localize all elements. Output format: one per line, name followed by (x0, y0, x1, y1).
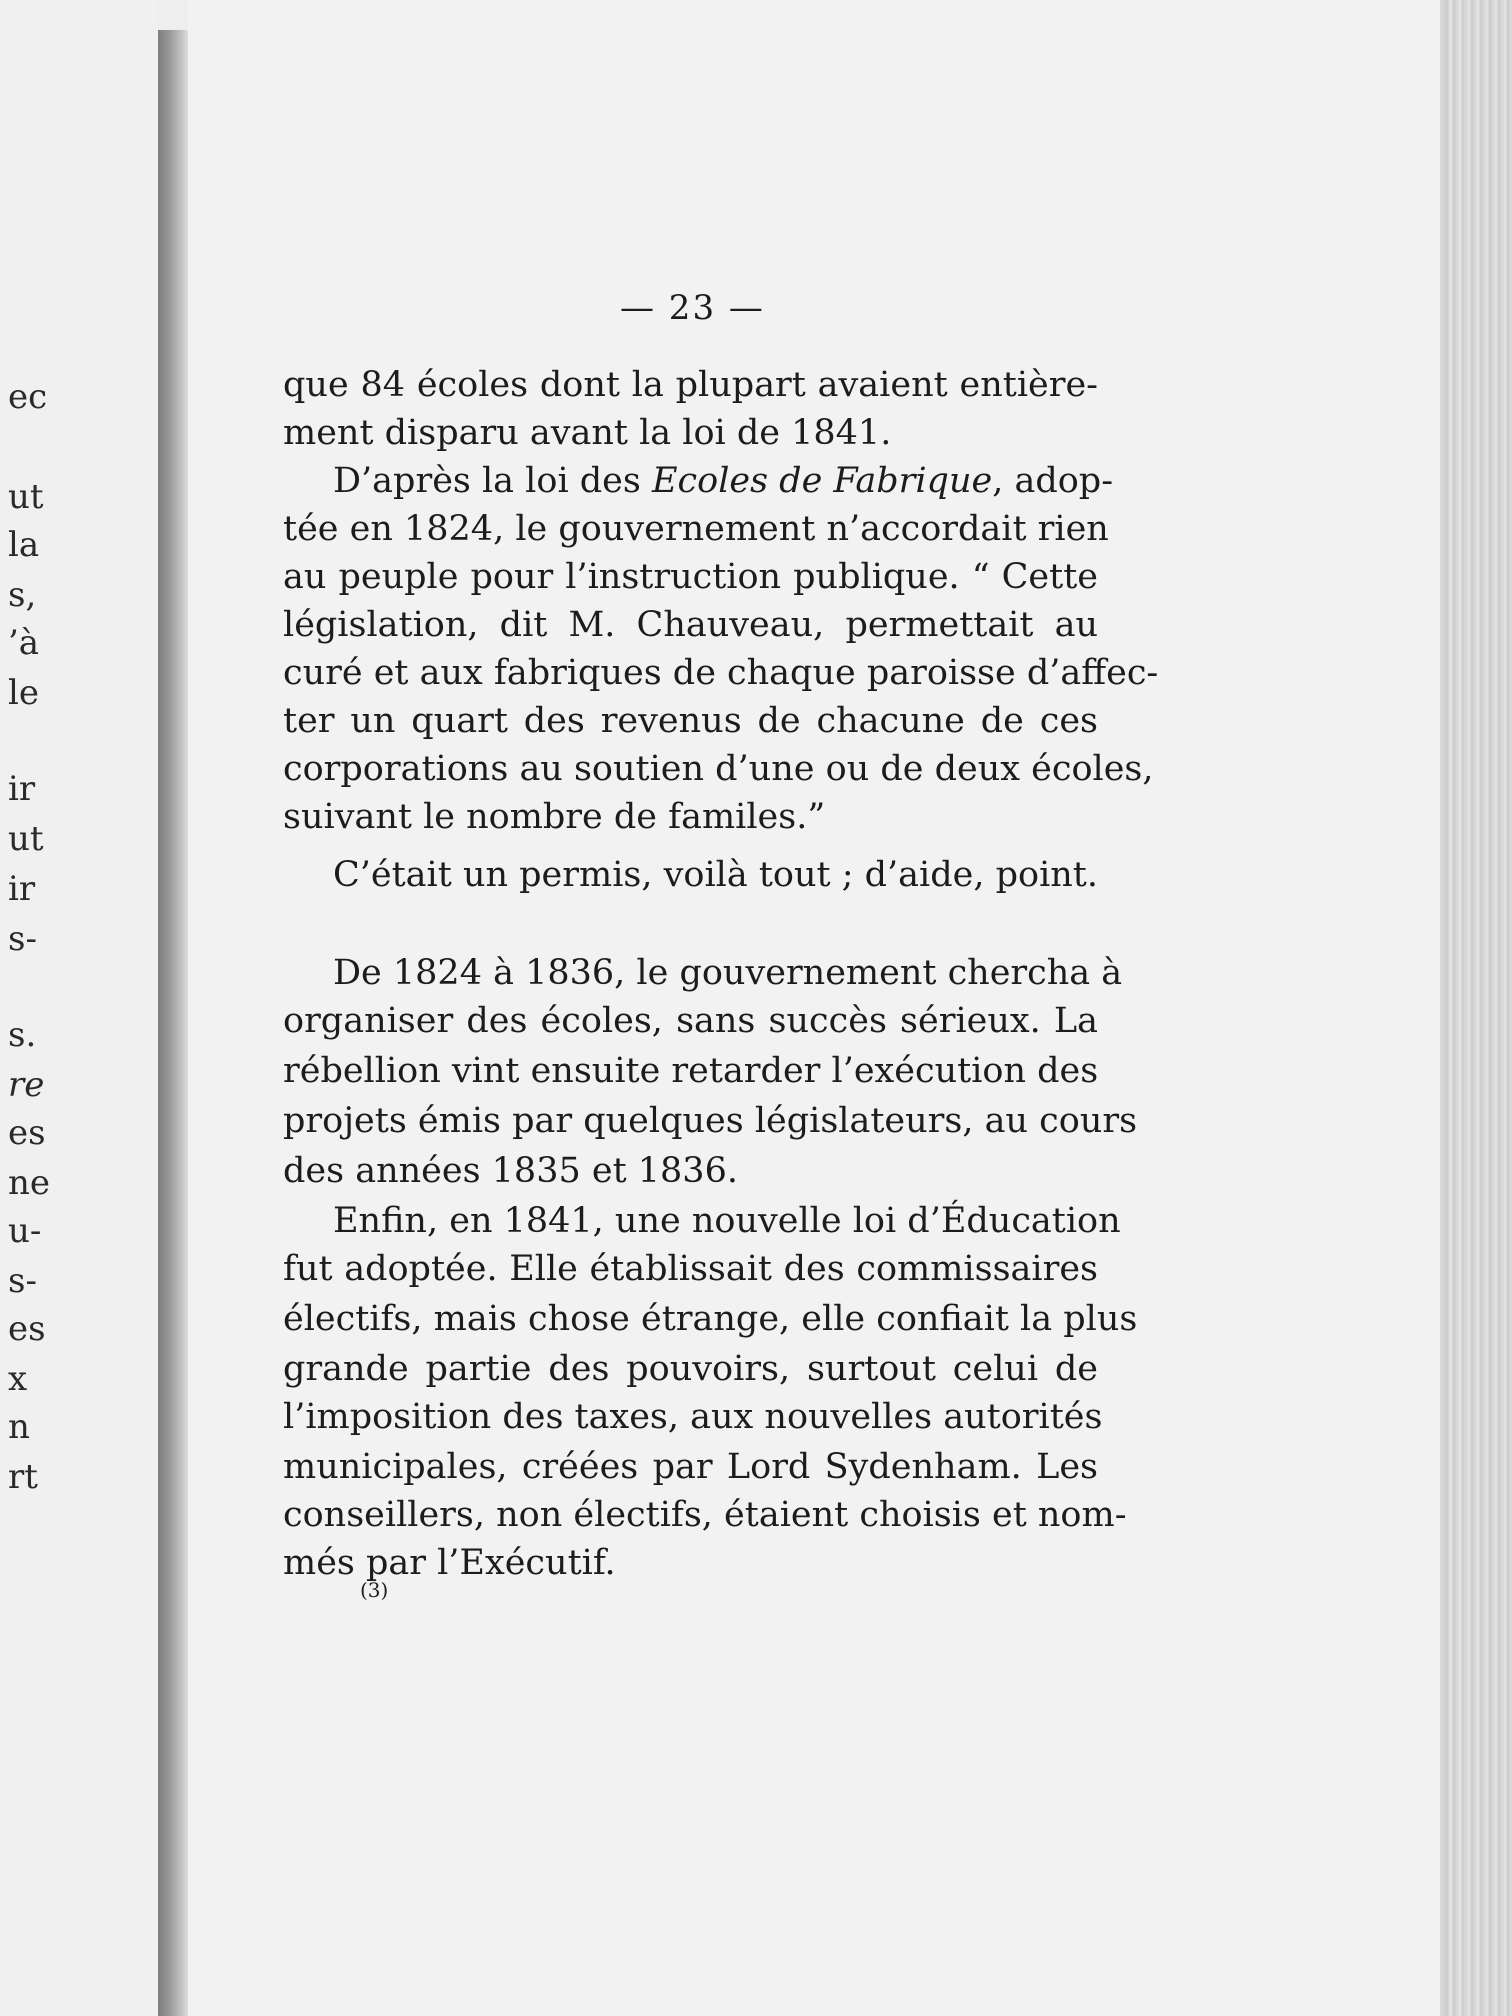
text-line: l’imposition des taxes, aux nouvelles autorités (283, 1397, 1103, 1437)
text-line: corporations au soutien d’une ou de deux écoles, (283, 749, 1154, 789)
left-fragment: la (8, 525, 40, 565)
page-number: — 23 — (620, 288, 765, 328)
text-line: fut adoptée. Elle établissait des commissaires (283, 1249, 1098, 1289)
left-fragment: ir (8, 869, 36, 909)
left-fragment: ir (8, 769, 36, 809)
left-fragment: n (8, 1407, 30, 1447)
left-fragment: x (8, 1359, 28, 1399)
text-line: conseillers, non électifs, étaient choisis et nom- (283, 1495, 1127, 1535)
page-stack-edge (1448, 0, 1512, 2016)
left-fragment: s- (8, 919, 37, 959)
text-line: Enfin, en 1841, une nouvelle loi d’Éducation (333, 1201, 1121, 1241)
text-line: municipales, créées par Lord Sydenham. Les (283, 1447, 1098, 1487)
left-fragment: rt (8, 1457, 38, 1497)
text-line: que 84 écoles dont la plupart avaient entière- (283, 365, 1098, 405)
text-line: curé et aux fabriques de chaque paroisse d’affec- (283, 653, 1159, 693)
left-fragment: s, (8, 575, 37, 615)
italic-title: Ecoles de Fabrique (651, 461, 993, 501)
text-line: projets émis par quelques législateurs, au cours (283, 1101, 1138, 1141)
text-line: rébellion vint ensuite retarder l’exécution des (283, 1051, 1099, 1091)
text-line: ter un quart des revenus de chacune de ces (283, 701, 1098, 741)
text-line: C’était un permis, voilà tout ; d’aide, point. (333, 855, 1098, 895)
left-fragment: le (8, 673, 39, 713)
text-line: ment disparu avant la loi de 1841. (283, 413, 892, 453)
left-page (0, 0, 158, 2016)
text-line: des années 1835 et 1836. (283, 1151, 738, 1191)
left-fragment: es (8, 1309, 46, 1349)
text-line: grande partie des pouvoirs, surtout celui de (283, 1349, 1098, 1389)
left-fragment: s. (8, 1015, 37, 1055)
text-line-end: , adop- (992, 461, 1114, 501)
text-line: tée en 1824, le gouvernement n’accordait rien (283, 509, 1109, 549)
left-fragment: ne (8, 1163, 51, 1203)
text-line: législation, dit M. Chauveau, permettait au (283, 605, 1098, 645)
text-line (333, 461, 1114, 501)
text-line: au peuple pour l’instruction publique. “ Cette (283, 557, 1098, 597)
text-line: més par l’Exécutif. (283, 1543, 616, 1583)
text-line-start: D’après la loi des (333, 461, 652, 501)
text-line: De 1824 à 1836, le gouvernement chercha à (333, 953, 1123, 993)
book-gutter (158, 30, 188, 2016)
left-fragment: re (8, 1065, 45, 1105)
left-fragment: ’à (8, 623, 40, 663)
left-fragment: s- (8, 1261, 37, 1301)
signature-mark: (3) (360, 1578, 389, 1602)
text-line: organiser des écoles, sans succès sérieux. La (283, 1001, 1098, 1041)
left-fragment: ut (8, 477, 44, 517)
text-line: suivant le nombre de familes.” (283, 797, 826, 837)
left-fragment: ec (8, 377, 48, 417)
left-fragment: u- (8, 1211, 42, 1251)
left-fragment: es (8, 1113, 46, 1153)
text-line: électifs, mais chose étrange, elle confiait la plus (283, 1299, 1138, 1339)
left-fragment: ut (8, 819, 44, 859)
